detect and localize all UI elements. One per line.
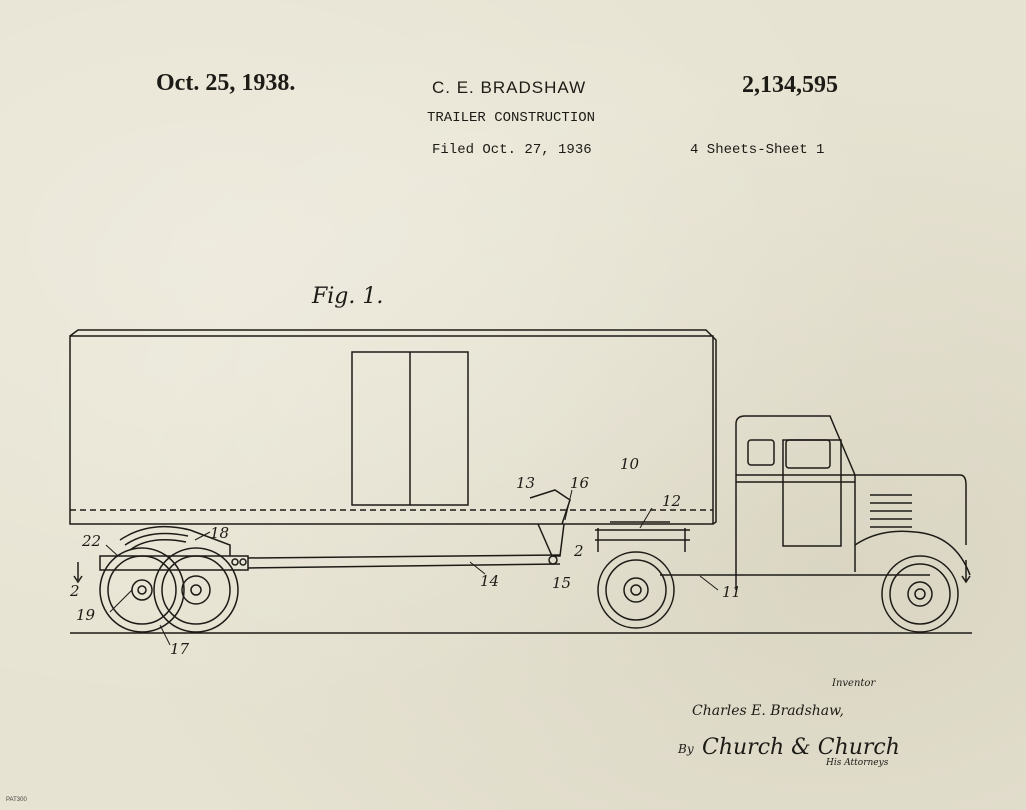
patent-title: TRAILER CONSTRUCTION <box>427 110 596 126</box>
ref-14: 14 <box>480 572 500 590</box>
tractor-rear-wheel <box>598 552 674 628</box>
rear-wheel-right <box>154 548 238 632</box>
patent-date: Oct. 25, 1938. <box>156 70 296 96</box>
inventor-label: Inventor <box>832 678 876 689</box>
ref-2-detail: 2 <box>574 542 584 560</box>
ref-15: 15 <box>552 574 572 592</box>
trailer-door <box>352 352 468 505</box>
ref-11: 11 <box>722 583 742 601</box>
footer-code: PAT300 <box>6 797 27 803</box>
trailer-box <box>70 330 716 524</box>
tractor-hood <box>855 475 970 575</box>
ref-10: 10 <box>620 455 640 473</box>
sheet-count: 4 Sheets-Sheet 1 <box>690 142 825 158</box>
tractor-cab <box>736 416 855 590</box>
tractor-front-wheel <box>882 556 958 632</box>
ref-2-section: 2 <box>70 582 80 600</box>
leader-lines <box>106 490 718 645</box>
ref-18: 18 <box>210 524 230 542</box>
figure-label: Fig. 1. <box>312 284 384 309</box>
rear-wheel-left <box>100 548 184 632</box>
section-line-markers <box>74 560 970 582</box>
by-label: By <box>678 742 694 756</box>
inventor-name: C. E. BRADSHAW <box>432 78 587 97</box>
filed-date: Filed Oct. 27, 1936 <box>432 142 592 158</box>
trailer-frame <box>100 490 690 570</box>
ref-13: 13 <box>516 474 536 492</box>
ref-22: 22 <box>82 532 102 550</box>
ref-16: 16 <box>570 474 590 492</box>
ref-17: 17 <box>170 640 190 658</box>
attorney-label: His Attorneys <box>826 758 889 768</box>
ref-19: 19 <box>76 606 96 624</box>
inventor-signature: Charles E. Bradshaw, <box>692 703 844 719</box>
ref-12: 12 <box>662 492 682 510</box>
attorney-signature: Church & Church <box>702 735 900 760</box>
patent-number: 2,134,595 <box>742 72 838 98</box>
